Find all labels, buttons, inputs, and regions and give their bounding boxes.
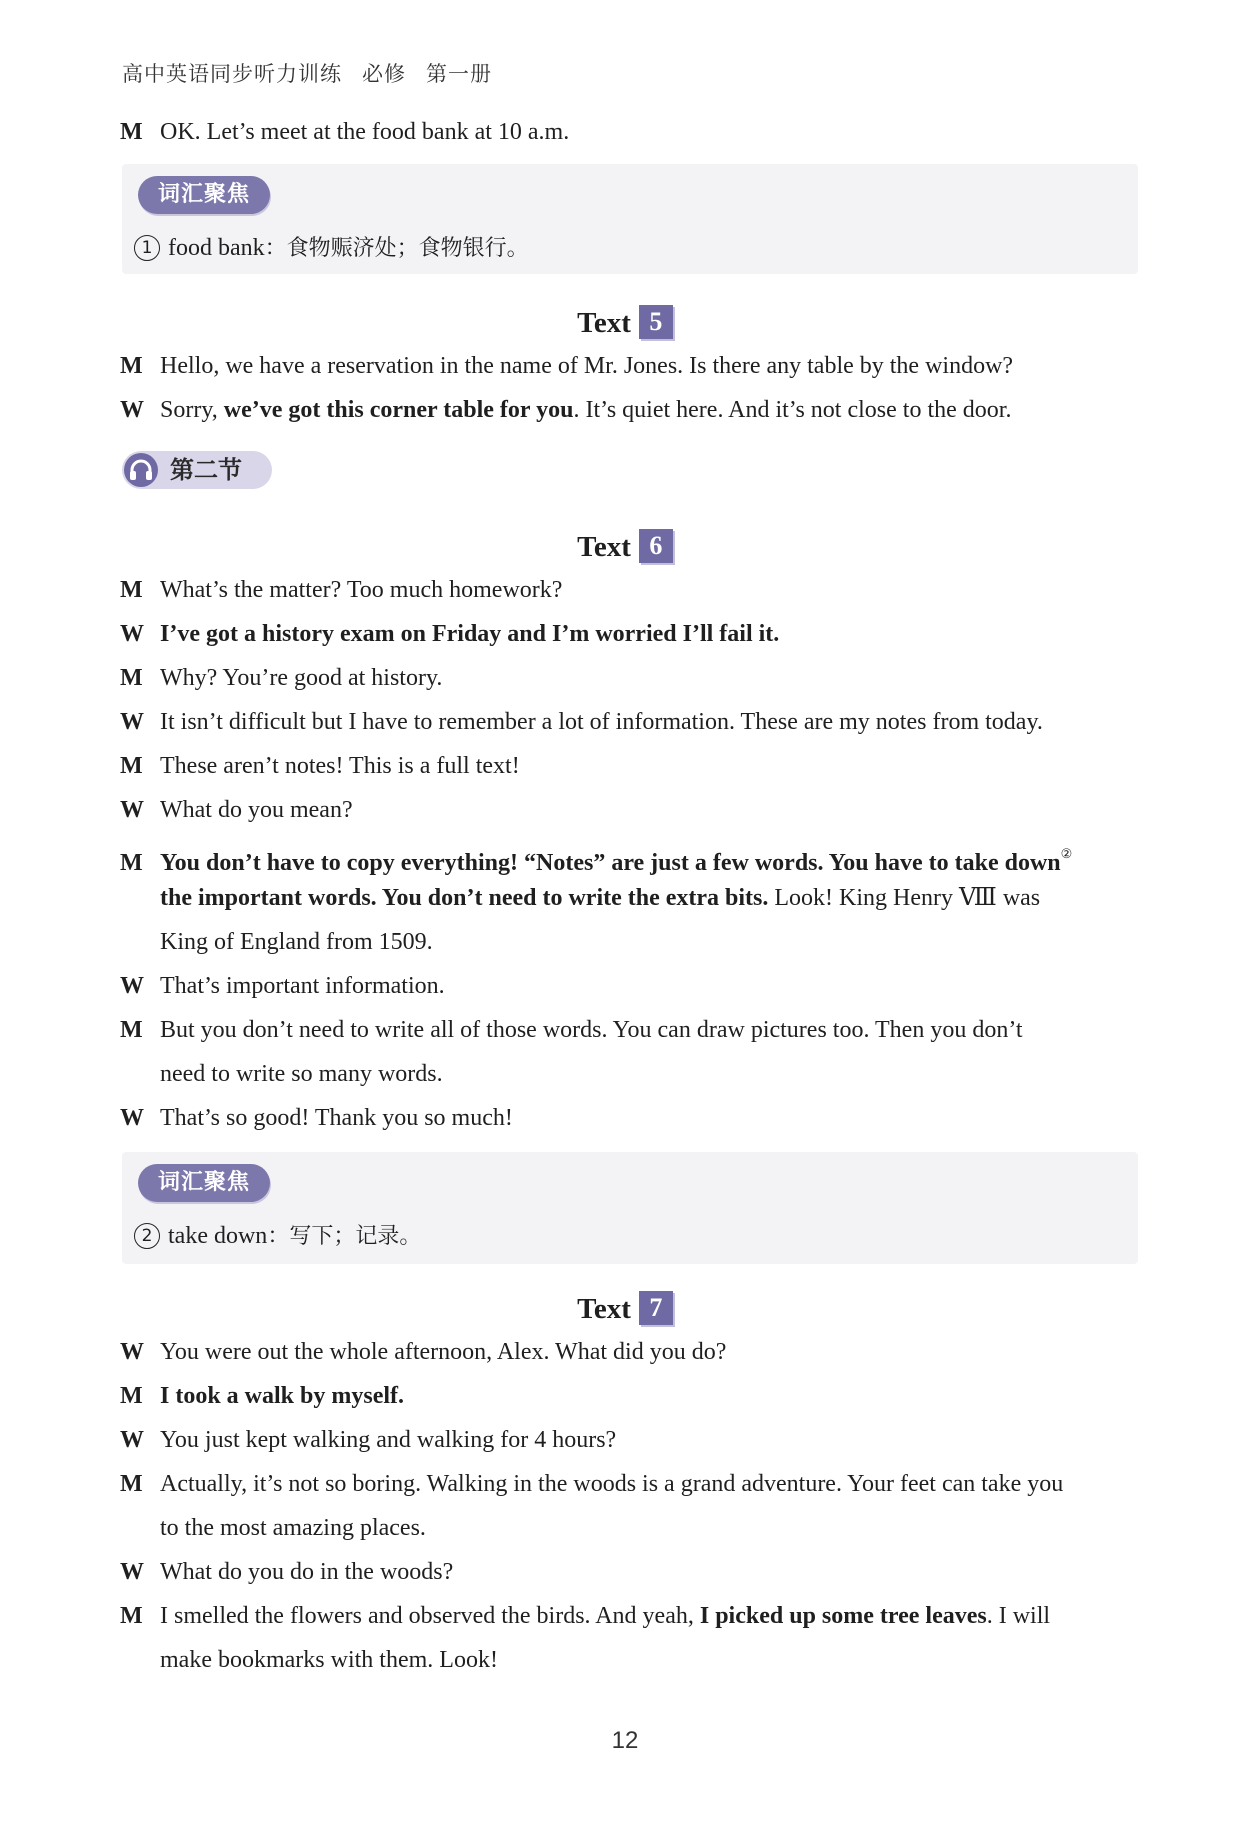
headphones-icon [124, 453, 158, 487]
vocab-focus-label: 词汇聚焦 [138, 176, 270, 214]
dialogue-line [120, 750, 1140, 782]
vocab-term: take down [168, 1223, 268, 1249]
line-text: I smelled the flowers and observed the birds. And yeah, [160, 1603, 700, 1629]
line-text: Sorry, [160, 397, 224, 423]
page-number: 12 [611, 1727, 639, 1754]
running-head [122, 58, 512, 88]
speaker-label: M [120, 1603, 143, 1629]
key-sentence: we’ve got this corner table for you [223, 397, 574, 423]
line-text: These aren’t notes! This is a full text! [160, 753, 520, 779]
speaker-label: W [120, 1339, 144, 1365]
text-number-badge: 6 [639, 529, 673, 563]
key-sentence: I picked up some tree leaves [699, 1603, 987, 1629]
dialogue-line [120, 618, 1140, 650]
dialogue-line [120, 1468, 1140, 1500]
dialogue-line [120, 1424, 1140, 1456]
note-number: 2 [134, 1223, 160, 1249]
line-text: make bookmarks with them. Look! [160, 1647, 498, 1673]
line-text: to the most amazing places. [160, 1515, 426, 1541]
line-text: You were out the whole afternoon, Alex. What did you do? [160, 1339, 727, 1365]
speaker-label: W [120, 973, 144, 999]
speaker-label: M [120, 1017, 143, 1043]
text-heading-label: Text [577, 307, 631, 339]
vocab-term: food bank [168, 235, 265, 261]
dialogue-line [120, 1600, 1140, 1632]
speaker-label: M [120, 1471, 143, 1497]
line-text: need to write so many words. [160, 1061, 443, 1087]
line-text: What do you do in the woods? [160, 1559, 454, 1585]
dialogue-line-continued [160, 1644, 1180, 1676]
line-text: OK. Let’s meet at the food bank at 10 a.m. [160, 119, 570, 145]
dialogue-line [120, 574, 1140, 606]
text-number-badge: 7 [639, 1291, 673, 1325]
line-text: King of England from 1509. [160, 929, 433, 955]
line-text: It isn’t difficult but I have to remember a lot of information. These are my notes from today. [160, 709, 1043, 735]
line-text: Actually, it’s not so boring. Walking in the woods is a grand adventure. Your feet can take you [160, 1471, 1064, 1497]
key-sentence: I’ve got a history exam on Friday and I’m worried I’ll fail it. [160, 621, 780, 647]
line-text: What do you mean? [160, 797, 353, 823]
line-text: Why? You’re good at history. [160, 665, 443, 691]
key-sentence: the important words. You don’t need to write the extra bits. [160, 885, 769, 911]
vocab-entry [134, 1220, 421, 1253]
key-sentence: You don’t have to copy everything! “Notes” are just a few words. You have to take down [160, 850, 1061, 876]
speaker-label: W [120, 1559, 144, 1585]
dialogue-line-continued [160, 1512, 1180, 1544]
dialogue-line [120, 1336, 1140, 1368]
book-title: 高中英语同步听力训练 [122, 62, 342, 86]
dialogue-line [120, 1102, 1140, 1134]
dialogue-line [120, 838, 1140, 879]
vocab-entry [134, 232, 529, 265]
dialogue-line [120, 350, 1140, 382]
vocab-focus-label: 词汇聚焦 [138, 1164, 270, 1202]
line-text: You just kept walking and walking for 4 hours? [160, 1427, 617, 1453]
section-title: 第二节 [170, 456, 242, 484]
speaker-label: W [120, 621, 144, 647]
dialogue-line [120, 794, 1140, 826]
speaker-label: W [120, 709, 144, 735]
dialogue-line [120, 706, 1140, 738]
dialogue-line [120, 1014, 1140, 1046]
key-sentence: I took a walk by myself. [160, 1383, 405, 1409]
dialogue-line [120, 970, 1140, 1002]
text-heading-7 [0, 1290, 1250, 1328]
line-text: Look! King Henry Ⅷ was [768, 885, 1041, 911]
speaker-label: W [120, 1105, 144, 1131]
dialogue-line [120, 394, 1140, 426]
dialogue-line [120, 116, 1140, 148]
vocab-gloss: ：写下；记录。 [267, 1224, 422, 1249]
section-two-label [122, 451, 272, 489]
note-marker: ② [1060, 846, 1073, 861]
speaker-label: W [120, 797, 144, 823]
text-heading-5 [0, 304, 1250, 342]
dialogue-line [120, 1556, 1140, 1588]
line-text: But you don’t need to write all of those words. You can draw pictures too. Then you don’t [160, 1017, 1023, 1043]
vocab-gloss: ：食物赈济处；食物银行。 [264, 236, 529, 261]
speaker-label: M [120, 753, 143, 779]
dialogue-line-continued [160, 882, 1180, 914]
line-text: . I will [986, 1603, 1051, 1629]
speaker-label: M [120, 353, 143, 379]
volume-label: 必修 [362, 62, 406, 86]
dialogue-line-continued [160, 926, 1180, 958]
speaker-label: M [120, 119, 143, 145]
line-text: What’s the matter? Too much homework? [160, 577, 563, 603]
line-text: Hello, we have a reservation in the name of Mr. Jones. Is there any table by the window? [160, 353, 1014, 379]
speaker-label: M [120, 577, 143, 603]
speaker-label: M [120, 1383, 143, 1409]
dialogue-line [120, 662, 1140, 694]
speaker-label: M [120, 665, 143, 691]
speaker-label: W [120, 397, 144, 423]
speaker-label: W [120, 1427, 144, 1453]
note-number: 1 [134, 235, 160, 261]
line-text: That’s so good! Thank you so much! [160, 1105, 513, 1131]
dialogue-line [120, 1380, 1140, 1412]
text-number-badge: 5 [639, 305, 673, 339]
text-heading-label: Text [577, 531, 631, 563]
text-heading-6 [0, 528, 1250, 566]
dialogue-line-continued [160, 1058, 1180, 1090]
book-label: 第一册 [426, 62, 492, 86]
speaker-label: M [120, 850, 143, 876]
line-text: . It’s quiet here. And it’s not close to the door. [573, 397, 1012, 423]
text-heading-label: Text [577, 1293, 631, 1325]
line-text: That’s important information. [160, 973, 445, 999]
